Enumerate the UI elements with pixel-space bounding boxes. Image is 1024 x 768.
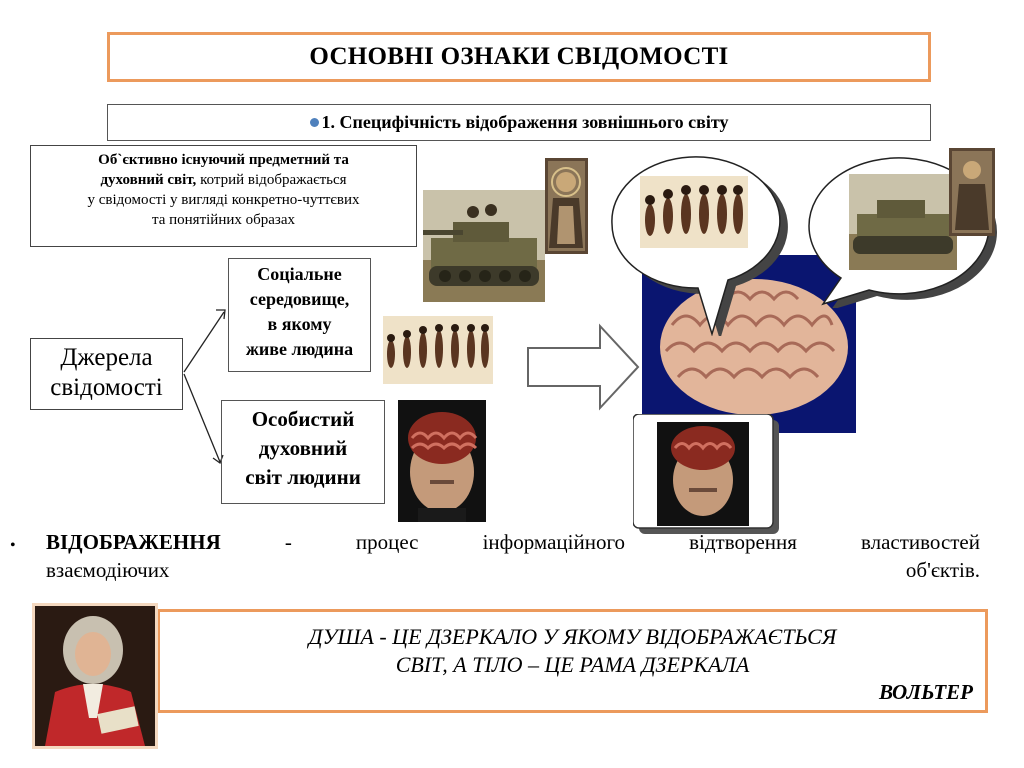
def-bullet: • [10, 537, 16, 554]
personal-line3: світ людини [245, 465, 361, 489]
desc-line1: Об`єктивно існуючий предметний та [98, 152, 349, 168]
personal-line1: Особистий [251, 407, 355, 431]
quote-box [157, 609, 988, 713]
brain-head-image [398, 400, 486, 522]
social-line4: живе людина [245, 339, 354, 359]
personal-line2: духовний [258, 436, 348, 460]
desc-line3: у свідомості у вигляді конкретно-чуттєвих [87, 192, 360, 208]
thought-bubble-evolution [598, 154, 798, 336]
evolution-image [383, 316, 493, 384]
def-term: ВІДОБРАЖЕННЯ [46, 530, 221, 554]
def-word: властивостей [860, 530, 980, 554]
personal-world-box [221, 400, 385, 504]
def-word: процес [355, 530, 419, 554]
desc-line2-bold: духовний світ, [100, 172, 197, 188]
tank-image [423, 190, 545, 302]
quote-line2: СВІТ, А ТІЛО – ЦЕ РАМА ДЗЕРКАЛА [395, 652, 750, 677]
framed-brain-head [633, 414, 781, 536]
bullet-icon [310, 118, 319, 127]
subtitle-text: 1. Специфічність відображення зовнішнього світу [321, 112, 729, 132]
quote-author: ВОЛЬТЕР [879, 680, 973, 704]
def-word: інформаційного [482, 530, 626, 554]
desc-line4: та понятійних образах [151, 212, 296, 228]
sources-line1: Джерела [60, 344, 153, 371]
def-word: об'єктів. [905, 558, 980, 582]
sources-line2: свідомості [50, 374, 163, 401]
thought-bubble-tank [803, 148, 1003, 308]
social-line2: середовище, [249, 289, 350, 309]
quote-line1: ДУША - ЦЕ ДЗЕРКАЛО У ЯКОМУ ВІДОБРАЖАЄТЬСЯ [308, 624, 837, 649]
def-word: - [284, 530, 292, 554]
icon-image [545, 158, 588, 254]
social-line3: в якому [267, 314, 332, 334]
slide-title [107, 32, 931, 82]
desc-line2-rest: котрий відображається [196, 172, 347, 188]
voltaire-portrait [32, 603, 158, 749]
definition [10, 530, 980, 582]
subtitle-box [107, 104, 931, 141]
social-line1: Соціальне [257, 264, 342, 284]
title-text: ОСНОВНІ ОЗНАКИ СВІДОМОСТІ [309, 43, 729, 70]
def-word: взаємодіючих [46, 558, 170, 582]
def-word: відтворення [689, 530, 797, 554]
sources-box [30, 338, 183, 410]
social-environment-box [228, 258, 371, 372]
description-box [30, 145, 417, 247]
